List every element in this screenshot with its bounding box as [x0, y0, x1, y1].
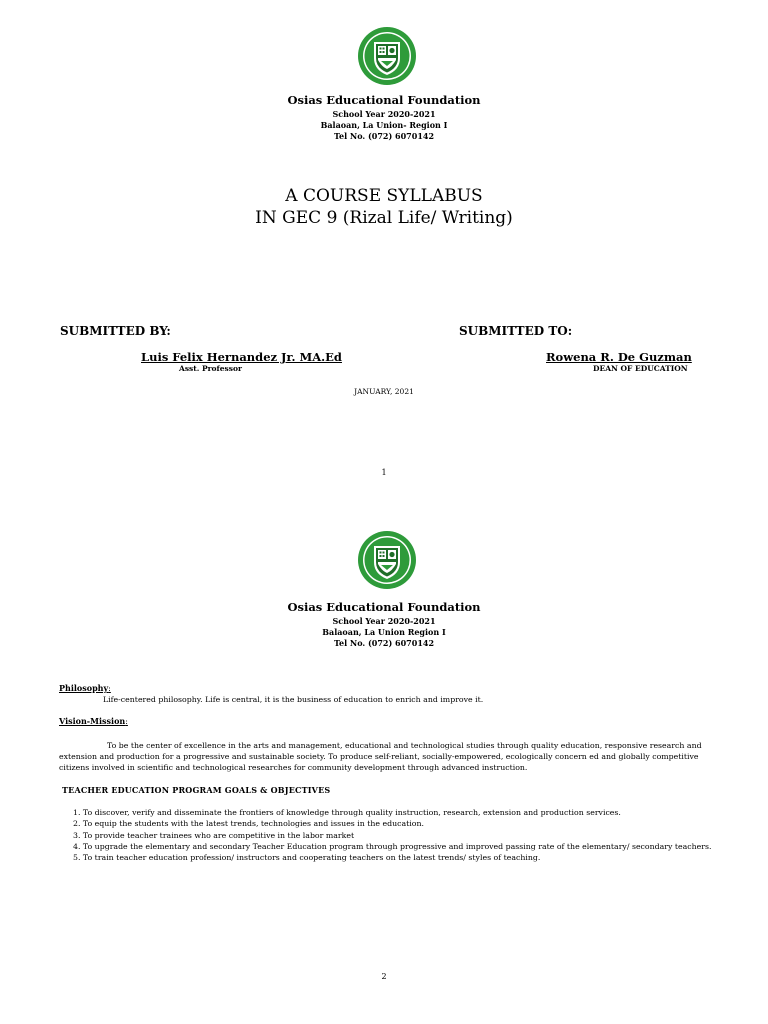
- vision-mission-text: [59, 740, 709, 773]
- vision-mission-heading: [59, 716, 128, 726]
- goals-heading: TEACHER EDUCATION PROGRAM GOALS & OBJECTIVES: [62, 785, 331, 795]
- school-year: School Year 2020-2021: [332, 109, 436, 119]
- list-item: 4. To upgrade the elementary and secondary Teacher Education program through progressive and improved passing rate of the elementary/ secondary teachers.: [73, 841, 712, 851]
- school-seal-logo: [357, 530, 417, 590]
- submitted-by-label: SUBMITTED BY:: [60, 324, 171, 338]
- vision-mission-heading-label: Vision-Mission: [59, 716, 126, 726]
- philosophy-heading: [59, 683, 111, 693]
- list-item: 3. To provide teacher trainees who are competitive in the labor market: [73, 830, 355, 840]
- org-name: Osias Educational Foundation: [287, 93, 481, 107]
- submission-date: JANUARY, 2021: [354, 387, 414, 396]
- list-item: 5. To train teacher education profession/ instructors and cooperating teachers on the latest trends/ styles of teaching.: [73, 853, 541, 863]
- syllabus-title: A COURSE SYLLABUS: [285, 186, 483, 206]
- philosophy-heading-label: Philosophy: [59, 683, 109, 693]
- submitted-to-name: Rowena R. De Guzman: [546, 350, 692, 364]
- vision-line-2: extension and production for a progressive and sustainable society. To produce self-reliant, socially-empowered, ecologically concern ed and globally competitive: [59, 752, 699, 761]
- school-year: School Year 2020-2021: [332, 616, 436, 626]
- course-title: IN GEC 9 (Rizal Life/ Writing): [255, 208, 513, 228]
- page-number: 2: [381, 972, 387, 981]
- school-seal-logo: [357, 26, 417, 86]
- goals-list: [73, 807, 723, 863]
- list-item: 1. To discover, verify and disseminate the frontiers of knowledge through quality instruction, research, extension and production services.: [73, 808, 621, 817]
- org-tel: Tel No. (072) 6070142: [333, 131, 435, 141]
- org-address: Balaoan, La Union- Region I: [320, 120, 448, 130]
- org-name: Osias Educational Foundation: [287, 600, 481, 614]
- submitted-to-label: SUBMITTED TO:: [459, 324, 573, 338]
- submitted-by-name: Luis Felix Hernandez Jr. MA.Ed: [141, 350, 342, 364]
- org-address: Balaoan, La Union Region I: [322, 627, 446, 637]
- vision-mission-heading-colon: :: [125, 717, 128, 726]
- list-item: 2. To equip the students with the latest trends, technologies and issues in the education.: [73, 819, 424, 829]
- submitted-to-role: DEAN OF EDUCATION: [593, 364, 688, 373]
- vision-line-3: citizens involved in scientific and technological researches for community development through advanced instruction.: [59, 763, 528, 772]
- philosophy-text: Life-centered philosophy. Life is central, it is the business of education to enrich and improve it.: [103, 695, 484, 704]
- page-2: [0, 512, 768, 1024]
- org-tel: Tel No. (072) 6070142: [333, 638, 435, 648]
- page-number: 1: [381, 468, 387, 477]
- vision-line-1: To be the center of excellence in the arts and management, educational and technological studies through quality education, responsive research and: [107, 741, 702, 750]
- submitted-by-role: Asst. Professor: [179, 364, 242, 373]
- philosophy-heading-colon: :: [108, 684, 111, 693]
